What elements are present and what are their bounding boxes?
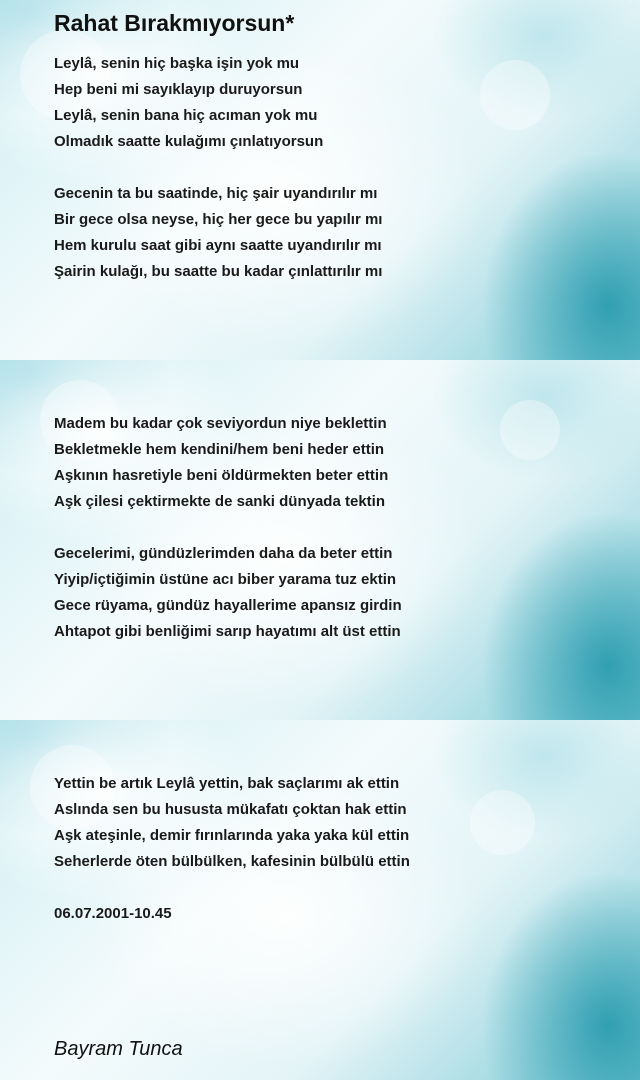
poem-line: Gecenin ta bu saatinde, hiç şair uyandırılır mı xyxy=(54,185,378,202)
poem-line: Gece rüyama, gündüz hayallerime apansız girdin xyxy=(54,597,402,614)
poem-panel-3 xyxy=(0,720,640,1080)
poem-line: Yettin be artık Leylâ yettin, bak saçlarımı ak ettin xyxy=(54,775,400,792)
poem-line: Gecelerimi, gündüzlerimden daha da beter ettin xyxy=(54,545,393,562)
poem-line: Seherlerde öten bülbülken, kafesinin bülbülü ettin xyxy=(54,853,410,870)
stanza xyxy=(54,51,382,285)
poem-line: Aşk çilesi çektirmekte de sanki dünyada tektin xyxy=(54,493,385,510)
poem-panel-2 xyxy=(0,360,640,720)
poem-line: Aşkının hasretiyle beni öldürmekten beter ettin xyxy=(54,467,389,484)
bokeh-decoration xyxy=(480,60,550,130)
poem-panel-1 xyxy=(0,0,640,360)
poem-line: Ahtapot gibi benliğimi sarıp hayatımı alt üst ettin xyxy=(54,623,401,640)
poem-title: Rahat Bırakmıyorsun* xyxy=(54,10,295,36)
poem-line: Madem bu kadar çok seviyordun niye beklettin xyxy=(54,415,387,432)
poem-line: Leylâ, senin hiç başka işin yok mu xyxy=(54,55,300,72)
poem-line: Bekletmekle hem kendini/hem beni heder ettin xyxy=(54,441,385,458)
poem-line: Aslında sen bu hususta mükafatı çoktan hak ettin xyxy=(54,801,407,818)
poem-line: Hem kurulu saat gibi aynı saatte uyandırılır mı xyxy=(54,237,382,254)
poem-line: Bir gece olsa neyse, hiç her gece bu yapılır mı xyxy=(54,211,383,228)
poem-date: 06.07.2001-10.45 xyxy=(54,905,172,922)
poem-line: Yiyip/içtiğimin üstüne acı biber yarama tuz ektin xyxy=(54,571,397,588)
bokeh-decoration xyxy=(500,400,560,460)
poem-line: Aşk ateşinle, demir fırınlarında yaka yaka kül ettin xyxy=(54,827,410,844)
stanza xyxy=(54,771,410,927)
stanza xyxy=(54,411,402,645)
poem-line: Olmadık saatte kulağımı çınlatıyorsun xyxy=(54,133,324,150)
poem-line: Leylâ, senin bana hiç acıman yok mu xyxy=(54,107,318,124)
bokeh-decoration xyxy=(470,790,535,855)
poem-author: Bayram Tunca xyxy=(54,1038,183,1060)
poem-line: Hep beni mi sayıklayıp duruyorsun xyxy=(54,81,303,98)
poem-line: Şairin kulağı, bu saatte bu kadar çınlattırılır mı xyxy=(54,263,383,280)
